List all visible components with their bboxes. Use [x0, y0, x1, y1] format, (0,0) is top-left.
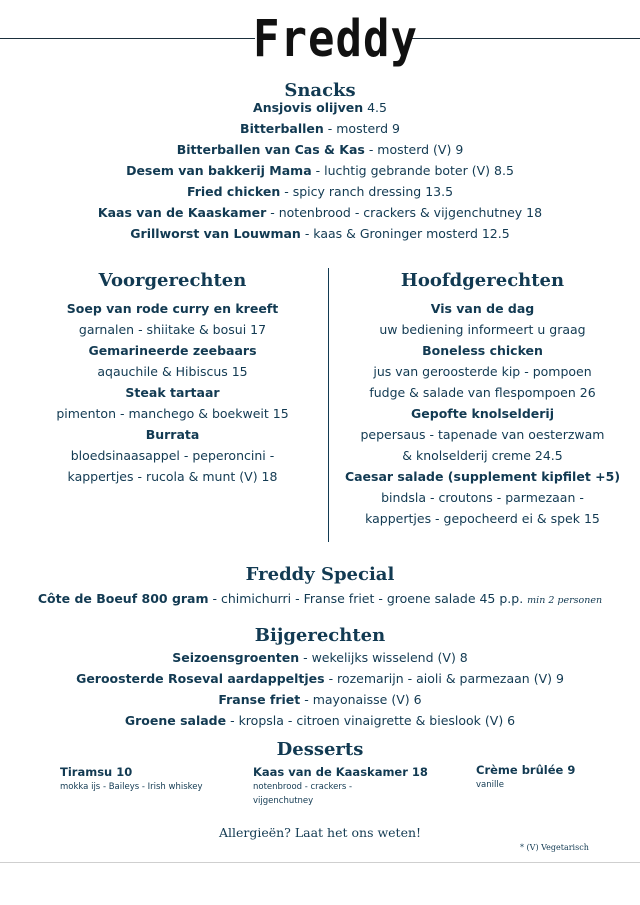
voorgerecht-name: Steak tartaar	[125, 385, 220, 400]
voorgerecht-desc: aqauchile & Hibiscus 15	[97, 364, 248, 379]
voorgerecht-desc: bloedsinaasappel - peperoncini -	[70, 448, 275, 463]
dessert-desc: mokka ijs - Baileys - Irish whiskey	[60, 782, 203, 792]
bijgerechten-title: Bijgerechten	[254, 625, 386, 646]
snack-item: Bitterballen - mosterd 9	[240, 121, 400, 136]
snack-item: Fried chicken - spicy ranch dressing 13.5	[186, 184, 454, 199]
dessert-name: Crème brûlée 9	[476, 763, 576, 777]
hoofdgerecht-name: Caesar salade (supplement kipfilet +5)	[344, 469, 621, 484]
dessert-desc: vijgenchutney	[253, 796, 314, 806]
voorgerecht-name: Gemarineerde zeebaars	[88, 343, 257, 358]
voorgerechten-title: Voorgerechten	[98, 270, 247, 291]
hoofdgerecht-desc: uw bediening informeert u graag	[379, 322, 586, 337]
dessert-desc: notenbrood - crackers -	[253, 782, 353, 792]
hoofdgerechten-title: Hoofdgerechten	[400, 270, 565, 291]
snack-item: Desem van bakkerij Mama - luchtig gebrande boter (V) 8.5	[126, 163, 514, 178]
snack-item: Ansjovis olijven 4.5	[253, 100, 387, 115]
voorgerecht-name: Burrata	[145, 427, 200, 442]
hoofdgerecht-desc: jus van geroosterde kip - pompoen	[373, 364, 592, 379]
snack-item: Bitterballen van Cas & Kas - mosterd (V) 9	[176, 142, 464, 157]
hoofdgerecht-desc: bindsla - croutons - parmezaan -	[381, 490, 584, 505]
bijgerecht-item: Geroosterde Roseval aardappeltjes - rozemarijn - aioli & parmezaan (V) 9	[76, 671, 564, 686]
voorgerecht-desc: pimenton - manchego & boekweit 15	[56, 406, 289, 421]
dessert-desc: vanille	[476, 780, 504, 790]
dessert-name: Kaas van de Kaaskamer 18	[253, 765, 428, 779]
footer-rule	[0, 862, 640, 863]
voorgerecht-desc: kappertjes - rucola & munt (V) 18	[67, 469, 278, 484]
vegetarian-footnote: * (V) Vegetarisch	[520, 843, 589, 852]
voorgerecht-name: Soep van rode curry en kreeft	[66, 301, 279, 316]
dessert-name: Tiramsu 10	[60, 765, 133, 779]
voorgerecht-desc: garnalen - shiitake & bosui 17	[78, 322, 267, 337]
hoofdgerecht-desc: fudge & salade van flespompoen 26	[369, 385, 596, 400]
desserts-title: Desserts	[276, 739, 364, 760]
snack-item: Grillworst van Louwman - kaas & Groninger mosterd 12.5	[130, 226, 510, 241]
header-rule-right	[408, 38, 640, 39]
hoofdgerecht-desc: & knolselderij creme 24.5	[402, 448, 563, 463]
hoofdgerecht-name: Gepofte knolselderij	[411, 406, 554, 421]
hoofdgerecht-desc: kappertjes - gepocheerd ei & spek 15	[365, 511, 600, 526]
bijgerecht-item: Groene salade - kropsla - citroen vinaigrette & bieslook (V) 6	[124, 713, 516, 728]
allergy-notice: Allergieën? Laat het ons weten!	[218, 825, 422, 840]
special-title: Freddy Special	[245, 564, 395, 585]
hoofdgerecht-name: Vis van de dag	[430, 301, 535, 316]
header-rule-left	[0, 38, 255, 39]
hoofdgerecht-desc: pepersaus - tapenade van oesterzwam	[360, 427, 605, 442]
bijgerecht-item: Franse friet - mayonaisse (V) 6	[218, 692, 422, 707]
special-note: min 2 personen	[527, 595, 603, 606]
bijgerecht-item: Seizoensgroenten - wekelijks wisselend (V) 8	[172, 650, 468, 665]
snacks-title: Snacks	[284, 80, 356, 101]
hoofdgerecht-name: Boneless chicken	[422, 343, 543, 358]
snack-item: Kaas van de Kaaskamer - notenbrood - crackers & vijgenchutney 18	[97, 205, 543, 220]
brand-logo: Freddy	[253, 10, 418, 69]
special-item: Côte de Boeuf 800 gram - chimichurri - Franse friet - groene salade 45 p.p. min 2 personen	[37, 591, 603, 606]
